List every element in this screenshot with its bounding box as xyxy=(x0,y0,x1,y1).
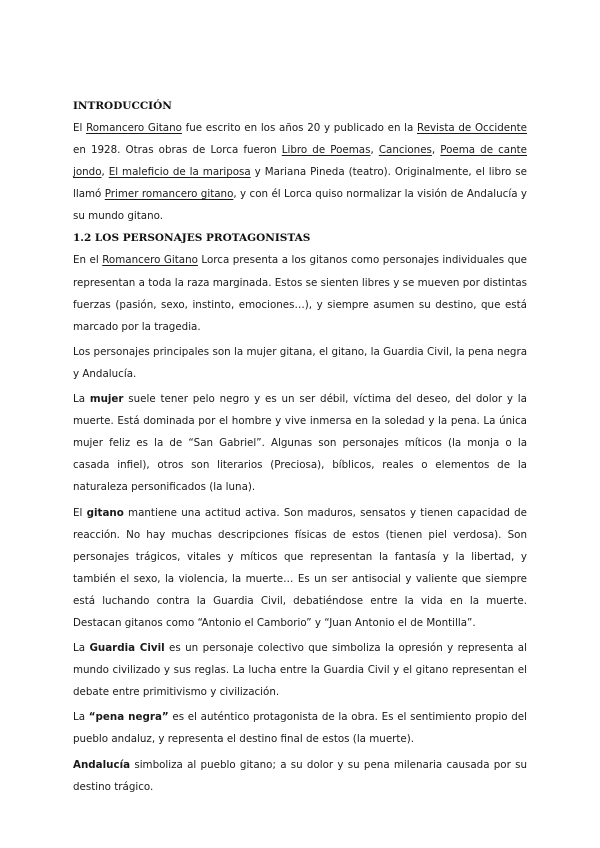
libro-de-poemas-title: Libro de Poemas xyxy=(281,144,371,157)
andalucia-term: Andalucía xyxy=(73,758,131,771)
intro-separator-1: , xyxy=(370,144,379,157)
intro-text-2: fue escrito en los años 20 y publicado en la xyxy=(181,122,418,134)
p1-text-2: Lorca presenta a los gitanos como personajes individuales que representan a toda la raza marginada. Estos se sienten libres y se mueven por distintas fuerzas (pasión, sexo, instinto, emociones…), y siempre asumen su destino, que está marcado por la tragedia. xyxy=(73,254,527,333)
personajes-paragraph xyxy=(73,249,527,337)
p6-text-1: La xyxy=(73,711,89,724)
p3-text-1: La xyxy=(73,393,90,406)
p6-text-2: es el auténtico protagonista de la obra. Es el sentimiento propio del pueblo andaluz, y representa el destino final de estos (la muerte). xyxy=(73,711,528,746)
gitano-term: gitano xyxy=(86,506,124,519)
p3-text-2: suele tener pelo negro y es un ser débil, víctima del deseo, del dolor y la muerte. Está dominada por el hombre y vive inmersa en la soledad y la pena. La única mujer feliz es la de “San Gabriel”. Algunas son personajes míticos (la monja o la casada infiel), otros son literarios (Preciosa), bíblicos, reales o elementos de la naturaleza personificados (la luna). xyxy=(73,393,527,494)
revista-de-occidente-title: Revista de Occidente xyxy=(417,122,528,134)
mujer-paragraph xyxy=(73,388,527,498)
introduction-paragraph xyxy=(73,117,527,227)
p5-text-2: es un personaje colectivo que simboliza la opresión y representa al mundo civilizado y sus reglas. La lucha entre la Guardia Civil y el gitano representan el debate entre primitivismo y civilización. xyxy=(73,642,527,699)
p5-text-1: La xyxy=(73,642,90,655)
mujer-term: mujer xyxy=(89,393,124,406)
principales-paragraph: Los personajes principales son la mujer gitana, el gitano, la Guardia Civil, la pena negra y Andalucía. xyxy=(73,345,527,380)
p4-text-1: El xyxy=(73,506,87,519)
intro-text-5: , y con él Lorca quiso normalizar la visión de Andalucía y su mundo gitano. xyxy=(73,188,527,223)
canciones-title: Canciones xyxy=(378,144,432,157)
gitano-paragraph xyxy=(73,502,527,635)
pena-negra-paragraph xyxy=(73,706,527,750)
p7-text-2: simboliza al pueblo gitano; a su dolor y su pena milenaria causada por su destino trágico. xyxy=(73,758,527,793)
p4-text-2: mantiene una actitud activa. Son maduros, sensatos y tienen capacidad de reacción. No hay muchas descripciones físicas de estos (tienen piel verdosa). Son personajes trágicos, vitales y míticos que representan la fantasía y la libertad, y también el sexo, la violencia, la muerte… Es un ser antisocial y valiente que siempre está luchando contra la Guardia Civil, debatiéndose entre la vida en la muerte. Destacan gitanos como “Antonio el Camborio” y “Juan Antonio el de Montilla”. xyxy=(73,506,527,629)
pena-negra-term: “pena negra” xyxy=(88,711,169,724)
intro-separator-2: , xyxy=(431,144,441,157)
andalucia-paragraph xyxy=(73,754,527,798)
primer-romancero-title: Primer romancero gitano xyxy=(104,188,234,201)
introduction-heading: INTRODUCCIÓN xyxy=(73,100,172,112)
intro-text-4: y Mariana Pineda (teatro). Originalmente, el libro se llamó xyxy=(73,166,527,201)
intro-separator-3: , xyxy=(101,166,109,179)
intro-text-1: El xyxy=(73,122,87,134)
romancero-gitano-title: Romancero Gitano xyxy=(86,122,182,134)
guardia-civil-paragraph xyxy=(73,637,527,703)
p1-text-1: En el xyxy=(73,254,103,267)
romancero-gitano-title: Romancero Gitano xyxy=(102,254,198,267)
guardia-civil-term: Guardia Civil xyxy=(89,642,165,655)
intro-text-3: en 1928. Otras obras de Lorca fueron xyxy=(73,144,282,157)
document-body xyxy=(73,95,527,798)
maleficio-mariposa-title: El maleficio de la mariposa xyxy=(108,166,251,179)
section-heading-personajes: 1.2 LOS PERSONAJES PROTAGONISTAS xyxy=(73,232,311,245)
poema-cante-jondo-title: Poema de cante jondo xyxy=(73,144,528,179)
